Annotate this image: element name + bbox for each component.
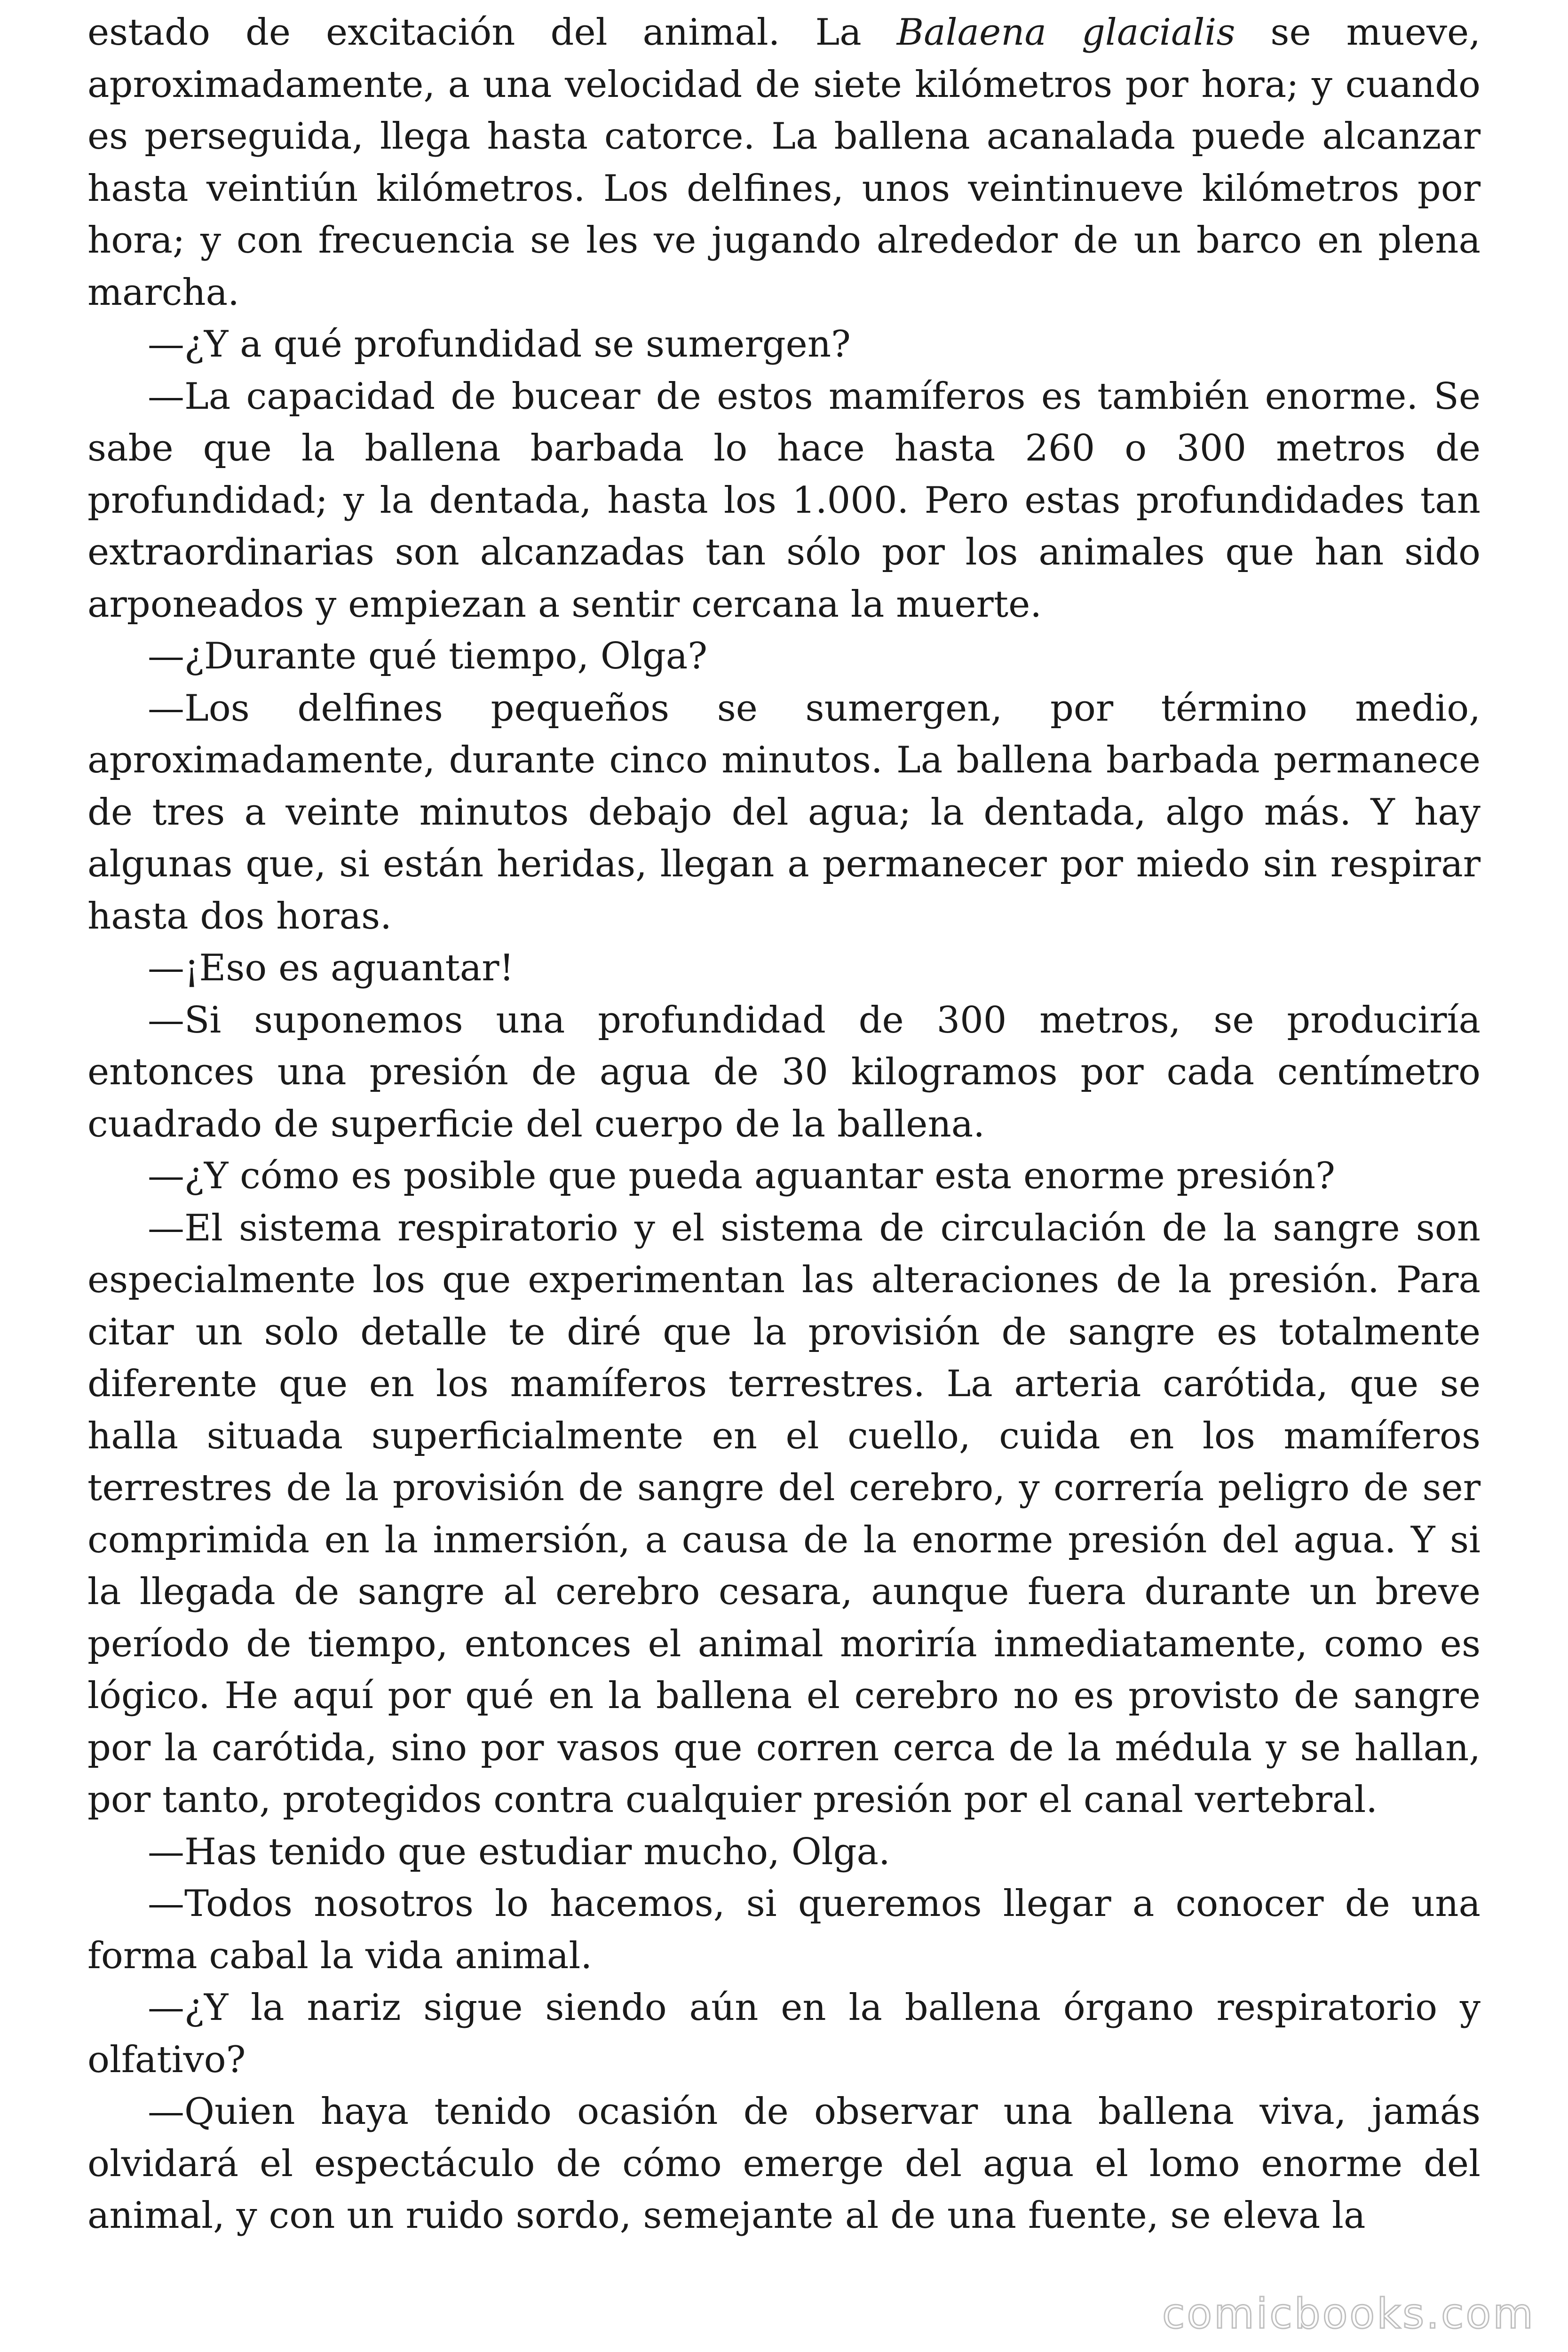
paragraph (87, 1826, 1481, 1878)
text-run: se mueve, aproximadamente, a una velocidad de siete kilómetros por hora; y cuando es perseguida, llega hasta catorce. La ballena acanalada puede alcanzar hasta veintiún kilómetros. Los delfines, unos veintinueve kilómetros por hora; y con frecuencia se les ve jugando alrededor de un barco en plena marcha. (87, 11, 1481, 314)
paragraph (87, 7, 1481, 318)
text-run: —Todos nosotros lo hacemos, si queremos llegar a conocer de una forma cabal la vida animal. (87, 1883, 1481, 1977)
text-run: —Los delfines pequeños se sumergen, por término medio, aproximadamente, durante cinco minutos. La ballena barbada permanece de tres a veinte minutos debajo del agua; la dentada, algo más. Y hay algunas que, si están heridas, llegan a permanecer por miedo sin respirar hasta dos horas. (87, 687, 1481, 938)
paragraph (87, 1878, 1481, 1982)
text-run: —La capacidad de bucear de estos mamíferos es también enorme. Se sabe que la ballena barbada lo hace hasta 260 o 300 metros de profundidad; y la dentada, hasta los 1.000. Pero estas profundidades tan extraordinarias son alcanzadas tan sólo por los animales que han sido arponeados y empiezan a sentir cercana la muerte. (87, 375, 1481, 626)
paragraph (87, 630, 1481, 683)
text-run: —El sistema respiratorio y el sistema de circulación de la sangre son especialmente los que experimentan las alteraciones de la presión. Para citar un solo detalle te diré que la provisión de sangre es totalmente diferente que en los mamíferos terrestres. La arteria carótida, que se halla situada superficialmente en el cuello, cuida en los mamíferos terrestres de la provisión de sangre del cerebro, y correría peligro de ser comprimida en la inmersión, a causa de la enorme presión del agua. Y si la llegada de sangre al cerebro cesara, aunque fuera durante un breve período de tiempo, entonces el animal moriría inmediatamente, como es lógico. He aquí por qué en la ballena el cerebro no es provisto de sangre por la carótida, sino por vasos que corren cerca de la médula y se hallan, por tanto, protegidos contra cualquier presión por el canal vertebral. (87, 1207, 1481, 1821)
text-run: estado de excitación del animal. La (87, 11, 897, 54)
paragraph (87, 1202, 1481, 1826)
text-run: —¡Eso es aguantar! (148, 947, 514, 989)
text-run: —¿Y cómo es posible que pueda aguantar esta enorme presión? (148, 1155, 1335, 1197)
paragraph (87, 683, 1481, 943)
italic-text: Balaena glacialis (896, 11, 1235, 54)
paragraph (87, 371, 1481, 631)
watermark: comicbooks.com (1162, 2289, 1535, 2338)
text-run: —Quien haya tenido ocasión de observar una ballena viva, jamás olvidará el espectáculo de cómo emerge del agua el lomo enorme del animal, y con un ruido sordo, semejante al de una fuente, se eleva la (87, 2090, 1481, 2237)
text-run: —¿Y la nariz sigue siendo aún en la ballena órgano respiratorio y olfativo? (87, 1986, 1481, 2081)
text-run: —¿Y a qué profundidad se sumergen? (148, 323, 851, 366)
paragraph (87, 2086, 1481, 2242)
paragraph (87, 1982, 1481, 2086)
text-run: —Has tenido que estudiar mucho, Olga. (148, 1830, 890, 1873)
paragraph (87, 1150, 1481, 1202)
paragraph (87, 942, 1481, 994)
page-text (87, 7, 1481, 2242)
text-run: —¿Durante qué tiempo, Olga? (148, 635, 708, 677)
paragraph (87, 318, 1481, 371)
text-run: —Si suponemos una profundidad de 300 metros, se produciría entonces una presión de agua de 30 kilogramos por cada centímetro cuadrado de superficie del cuerpo de la ballena. (87, 999, 1481, 1145)
book-page (87, 7, 1481, 2242)
paragraph (87, 994, 1481, 1151)
